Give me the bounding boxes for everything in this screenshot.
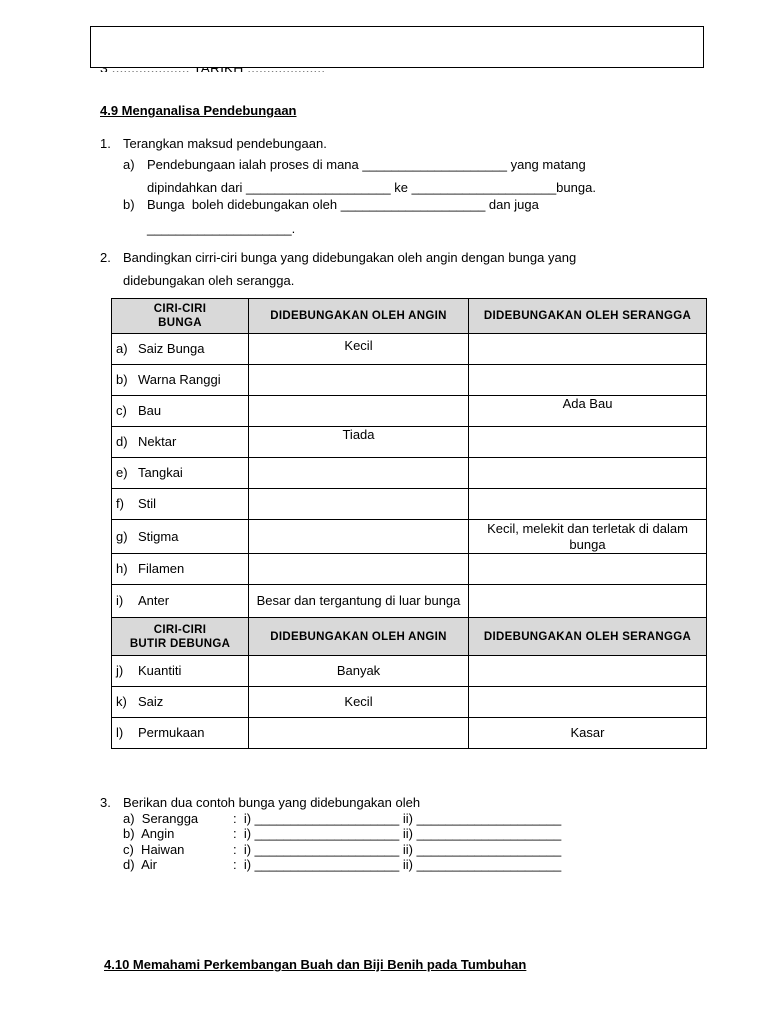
serangga-cell (469, 554, 707, 585)
table-row (112, 656, 707, 687)
q1a-label: a) (123, 157, 135, 172)
serangga-cell: Kasar (469, 718, 707, 749)
angin-cell: Besar dan tergantung di luar bunga (249, 585, 469, 618)
header-serangga-2: DIDEBUNGAKAN OLEH SERANGGA (469, 618, 707, 656)
row-label-cell: j) Kuantiti (112, 656, 249, 687)
q2-line1: Bandingkan cirri-ciri bunga yang didebungakan oleh angin dengan bunga yang (123, 250, 577, 265)
comparison-table (111, 298, 707, 749)
q1b-label: b) (123, 197, 135, 212)
angin-cell: Kecil (249, 334, 469, 365)
section-heading-4-10: 4.10 Memahami Perkembangan Buah dan Biji Benih pada Tumbuhan (104, 957, 527, 972)
angin-cell: Kecil (249, 687, 469, 718)
q3-item-air: d) Air : i) ____________________ ii) ____________________ (123, 857, 562, 872)
table-row (112, 585, 707, 618)
angin-cell (249, 396, 469, 427)
table-row (112, 334, 707, 365)
angin-cell: Banyak (249, 656, 469, 687)
serangga-cell (469, 656, 707, 687)
table-row (112, 489, 707, 520)
q1b-line2: ____________________. (147, 221, 296, 236)
row-label-cell: k) Saiz (112, 687, 249, 718)
table-row (112, 427, 707, 458)
serangga-cell (469, 687, 707, 718)
q3-text: Berikan dua contoh bunga yang didebungakan oleh (123, 795, 421, 810)
q1-number: 1. (100, 136, 111, 151)
angin-cell (249, 554, 469, 585)
q3-number: 3. (100, 795, 111, 810)
angin-cell (249, 718, 469, 749)
serangga-cell (469, 585, 707, 618)
header-angin-2: DIDEBUNGAKAN OLEH ANGIN (249, 618, 469, 656)
serangga-cell (469, 458, 707, 489)
q3-item-serangga: a) Serangga : i) ____________________ ii) ____________________ (123, 811, 562, 826)
angin-cell: Tiada (249, 427, 469, 458)
serangga-cell: Kecil, melekit dan terletak di dalam bunga (469, 520, 707, 554)
q3-item-angin: b) Angin : i) ____________________ ii) ____________________ (123, 826, 562, 841)
row-label-cell: c) Bau (112, 396, 249, 427)
table-row (112, 365, 707, 396)
q1-text: Terangkan maksud pendebungaan. (123, 136, 327, 151)
q1a-line2: dipindahkan dari ____________________ ke ____________________bunga. (147, 180, 596, 195)
table-row (112, 718, 707, 749)
header-ciri-butir-debunga: CIRI-CIRI BUTIR DEBUNGA (112, 618, 249, 656)
angin-cell (249, 489, 469, 520)
table-row (112, 520, 707, 554)
angin-cell (249, 520, 469, 554)
serangga-cell (469, 334, 707, 365)
serangga-cell (469, 365, 707, 396)
q1b-line1: Bunga boleh didebungakan oleh ____________________ dan juga (147, 197, 539, 212)
table-row (112, 687, 707, 718)
row-label-cell: f) Stil (112, 489, 249, 520)
serangga-cell (469, 427, 707, 458)
row-label-cell: h) Filamen (112, 554, 249, 585)
serangga-cell: Ada Bau (469, 396, 707, 427)
table-header-row-2 (112, 618, 707, 656)
header-box (90, 26, 704, 68)
section-heading-4-9: 4.9 Menganalisa Pendebungaan (100, 103, 297, 118)
row-label-cell: l) Permukaan (112, 718, 249, 749)
row-label-cell: a) Saiz Bunga (112, 334, 249, 365)
q3-item-haiwan: c) Haiwan : i) ____________________ ii) ____________________ (123, 842, 562, 857)
q2-number: 2. (100, 250, 111, 265)
table-row (112, 554, 707, 585)
angin-cell (249, 458, 469, 489)
table-row (112, 458, 707, 489)
q2-line2: didebungakan oleh serangga. (123, 273, 295, 288)
table-header-row (112, 299, 707, 334)
row-label-cell: b) Warna Ranggi (112, 365, 249, 396)
header-ciri-bunga: CIRI-CIRI BUNGA (112, 299, 249, 334)
row-label-cell: e) Tangkai (112, 458, 249, 489)
header-serangga: DIDEBUNGAKAN OLEH SERANGGA (469, 299, 707, 334)
serangga-cell (469, 489, 707, 520)
row-label-cell: i) Anter (112, 585, 249, 618)
angin-cell (249, 365, 469, 396)
q1a-line1: Pendebungaan ialah proses di mana ____________________ yang matang (147, 157, 586, 172)
row-label-cell: d) Nektar (112, 427, 249, 458)
row-label-cell: g) Stigma (112, 520, 249, 554)
table-row (112, 396, 707, 427)
header-angin: DIDEBUNGAKAN OLEH ANGIN (249, 299, 469, 334)
